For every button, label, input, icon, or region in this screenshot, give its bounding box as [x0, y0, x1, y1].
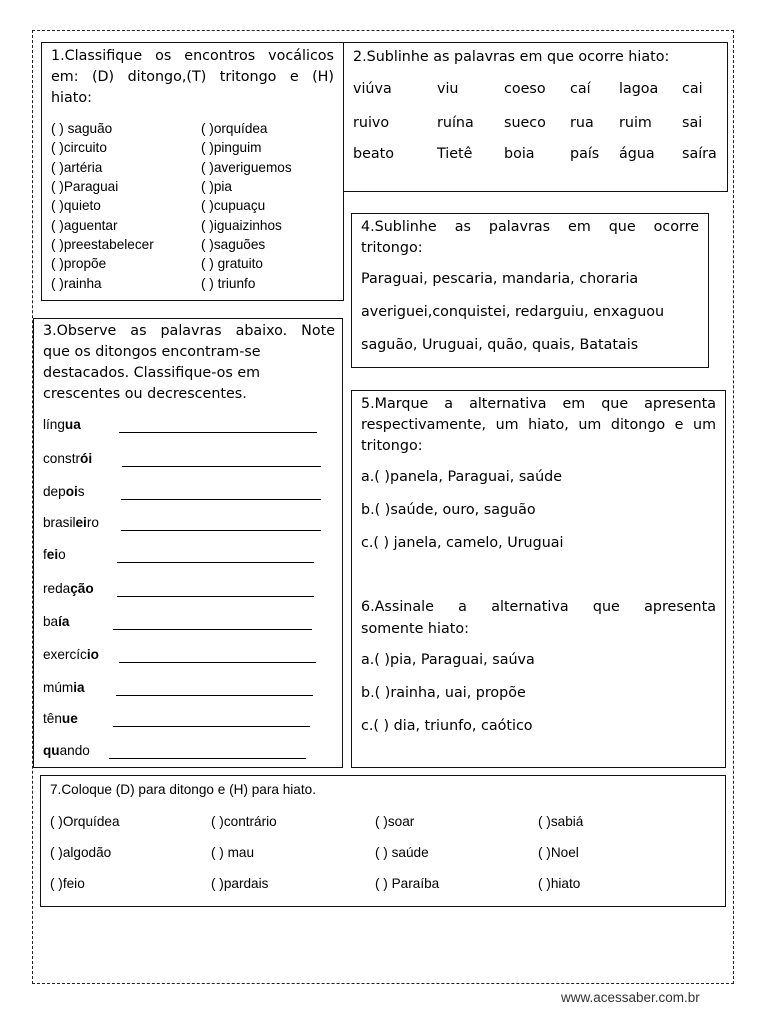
answer-line	[113, 629, 312, 630]
question-4-words-line-2: averiguei,conquistei, redarguiu, enxaguou	[361, 304, 665, 320]
hiato-word: saíra	[682, 146, 717, 162]
classify-item: ( )Orquídea	[50, 814, 120, 829]
hiato-word: água	[619, 146, 655, 162]
question-3-title-line-1: 3.Observe as palavras abaixo. Note	[43, 323, 335, 339]
classify-item: ( )iguaizinhos	[201, 218, 282, 233]
question-3-title-line-2: que os ditongos encontram-se	[43, 344, 261, 360]
question-6-title-line-1: 6.Assinale a alternativa que apresenta	[361, 599, 716, 615]
hiato-word: ruivo	[353, 115, 390, 131]
question-5-title-line-3: tritongo:	[361, 438, 423, 454]
classify-item: ( ) saguão	[51, 121, 113, 136]
classify-item: ( ) Paraíba	[375, 876, 440, 891]
diphthong-word: constrói	[43, 451, 93, 466]
diphthong-word: língua	[43, 417, 81, 432]
hiato-word: coeso	[504, 81, 546, 97]
classify-item: ( )algodão	[50, 845, 112, 860]
classify-item: ( )propõe	[51, 256, 107, 271]
classify-item: ( )pinguim	[201, 140, 262, 155]
hiato-word: lagoa	[619, 81, 659, 97]
classify-item: ( )pia	[201, 179, 232, 194]
question-5-option-a: a.( )panela, Paraguai, saúde	[361, 469, 563, 485]
question-5-title-line-2: respectivamente, um hiato, um ditongo e um	[361, 417, 716, 433]
answer-line	[109, 758, 306, 759]
classify-item: ( ) mau	[211, 845, 255, 860]
answer-line	[119, 432, 317, 433]
classify-item: ( )circuito	[51, 140, 107, 155]
diphthong-word: tênue	[43, 711, 78, 726]
diphthong-word: baía	[43, 614, 70, 629]
answer-line	[113, 726, 310, 727]
diphthong-word: quando	[43, 743, 90, 758]
question-3-title-line-4: crescentes ou decrescentes.	[43, 386, 247, 402]
hiato-word: cai	[682, 81, 703, 97]
answer-line	[116, 695, 313, 696]
classify-item: ( )contrário	[211, 814, 277, 829]
question-1-title-line-2: em: (D) ditongo,(T) tritongo e (H)	[51, 69, 334, 85]
diphthong-word: feio	[43, 547, 66, 562]
classify-item: ( ) triunfo	[201, 276, 256, 291]
classify-item: ( ) gratuito	[201, 256, 263, 271]
diphthong-word: redação	[43, 581, 94, 596]
question-5-title-line-1: 5.Marque a alternativa em que apresenta	[361, 396, 716, 412]
hiato-word: caí	[570, 81, 591, 97]
classify-item: ( )hiato	[538, 876, 581, 891]
diphthong-word: exercício	[43, 647, 99, 662]
hiato-word: viu	[437, 81, 459, 97]
classify-item: ( )feio	[50, 876, 85, 891]
question-5-option-b: b.( )saúde, ouro, saguão	[361, 502, 536, 518]
classify-item: ( )averiguemos	[201, 160, 292, 175]
hiato-word: rua	[570, 115, 594, 131]
hiato-word: boia	[504, 146, 535, 162]
classify-item: ( )preestabelecer	[51, 237, 154, 252]
question-5-option-c: c.( ) janela, camelo, Uruguai	[361, 535, 564, 551]
question-2-title: 2.Sublinhe as palavras em que ocorre hiato:	[353, 49, 670, 65]
hiato-word: sai	[682, 115, 703, 131]
question-4-words-line-3: saguão, Uruguai, quão, quais, Batatais	[361, 337, 639, 353]
question-1-title-line-3: hiato:	[51, 90, 92, 106]
answer-line	[122, 466, 321, 467]
diphthong-word: depois	[43, 484, 85, 499]
classify-item: ( )artéria	[51, 160, 103, 175]
hiato-word: beato	[353, 146, 394, 162]
question-4-title-line-2: tritongo:	[361, 240, 423, 256]
answer-line	[117, 596, 314, 597]
classify-item: ( )quieto	[51, 198, 101, 213]
classify-item: ( )saguões	[201, 237, 266, 252]
answer-line	[119, 662, 316, 663]
hiato-word: viúva	[353, 81, 392, 97]
hiato-word: país	[570, 146, 600, 162]
classify-item: ( )orquídea	[201, 121, 268, 136]
answer-line	[121, 530, 321, 531]
diphthong-word: múmia	[43, 680, 85, 695]
classify-item: ( )pardais	[211, 876, 269, 891]
question-7-title: 7.Coloque (D) para ditongo e (H) para hiato.	[50, 782, 316, 797]
hiato-word: sueco	[504, 115, 546, 131]
question-4-words-line-1: Paraguai, pescaria, mandaria, choraria	[361, 271, 639, 287]
answer-line	[121, 499, 321, 500]
classify-item: ( )soar	[375, 814, 415, 829]
answer-line	[117, 562, 314, 563]
classify-item: ( )cupuaçu	[201, 198, 266, 213]
hiato-word: Tietê	[437, 146, 473, 162]
classify-item: ( )aguentar	[51, 218, 118, 233]
hiato-word: ruína	[437, 115, 474, 131]
classify-item: ( )Paraguai	[51, 179, 119, 194]
question-4-title-line-1: 4.Sublinhe as palavras em que ocorre	[361, 219, 699, 235]
question-6-option-a: a.( )pia, Paraguai, saúva	[361, 652, 535, 668]
classify-item: ( ) saúde	[375, 845, 429, 860]
classify-item: ( )rainha	[51, 276, 102, 291]
diphthong-word: brasileiro	[43, 515, 99, 530]
classify-item: ( )sabiá	[538, 814, 584, 829]
footer-website: www.acessaber.com.br	[561, 990, 700, 1005]
question-6-title-line-2: somente hiato:	[361, 621, 469, 637]
question-3-title-line-3: destacados. Classifique-os em	[43, 365, 261, 381]
question-6-option-c: c.( ) dia, triunfo, caótico	[361, 718, 533, 734]
question-1-title-line-1: 1.Classifique os encontros vocálicos	[51, 48, 334, 64]
classify-item: ( )Noel	[538, 845, 579, 860]
question-6-option-b: b.( )rainha, uai, propõe	[361, 685, 526, 701]
hiato-word: ruim	[619, 115, 652, 131]
